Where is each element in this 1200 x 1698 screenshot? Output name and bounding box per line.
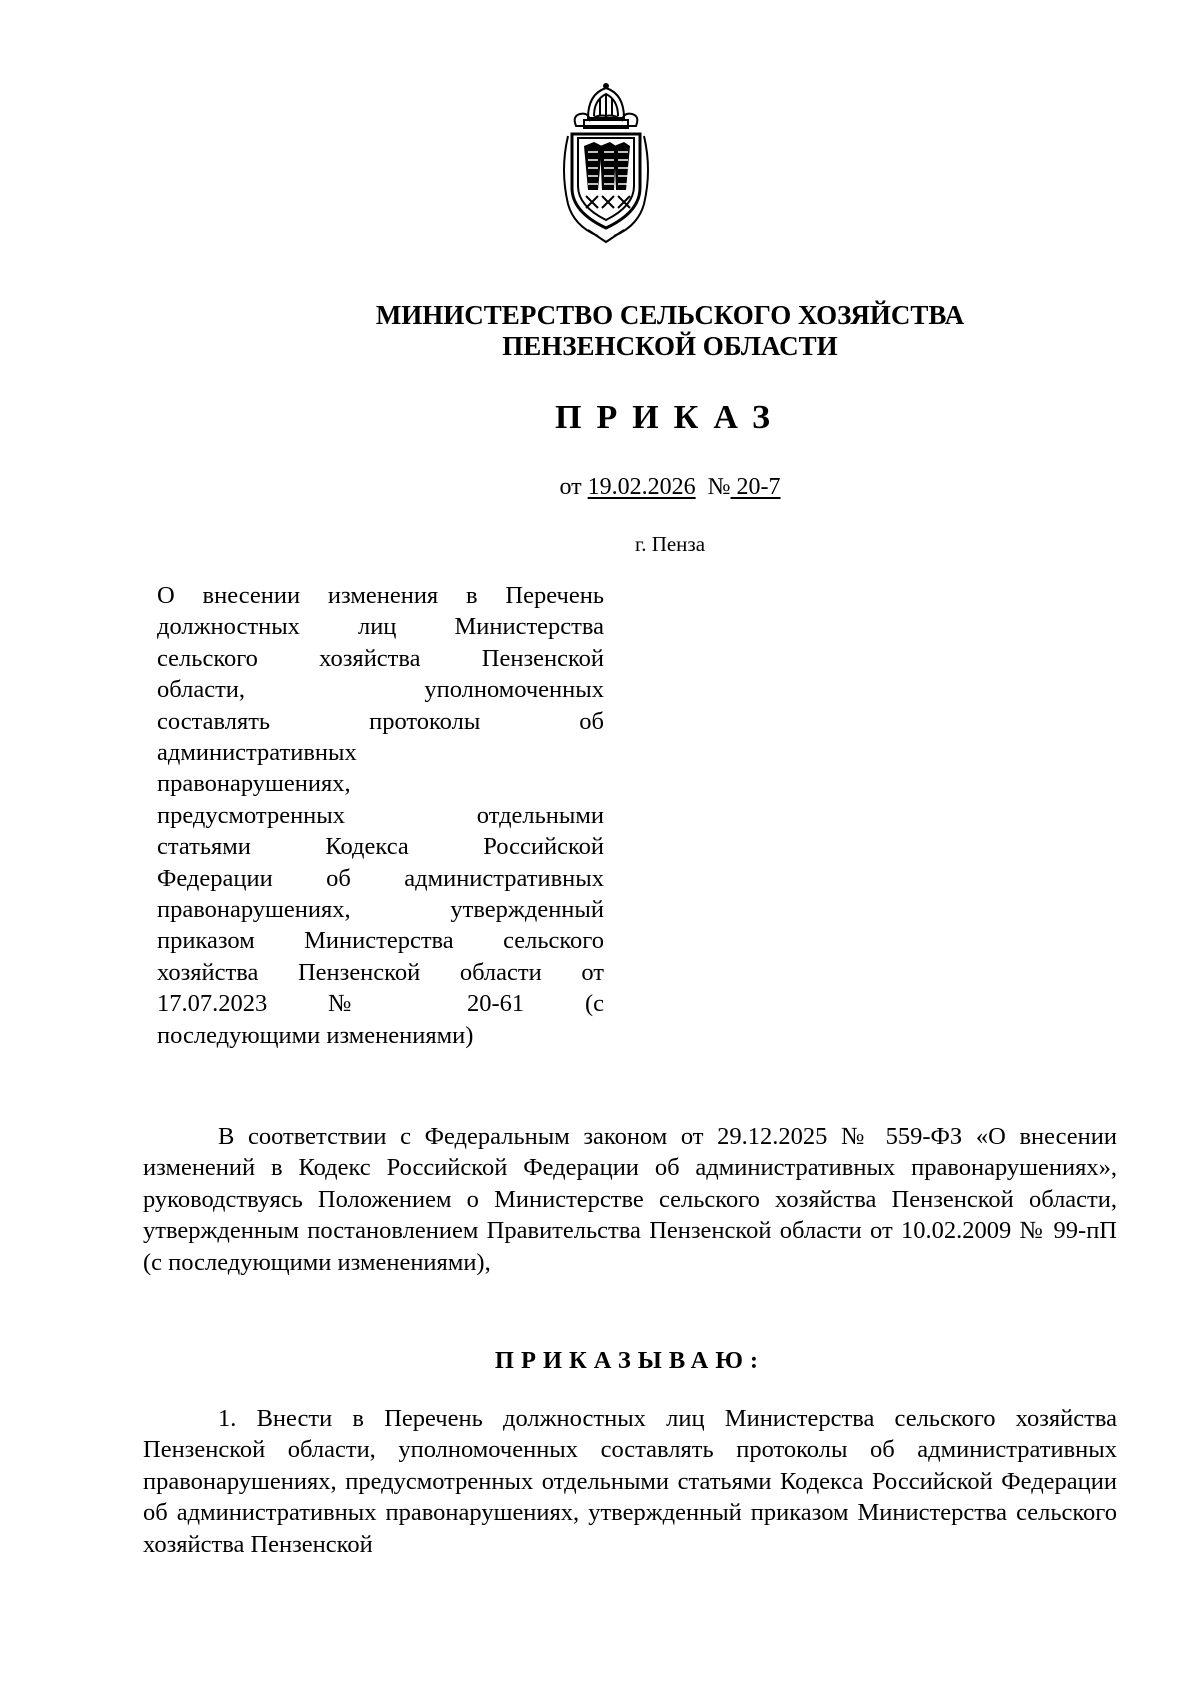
subject-line: составлять протоколы об [157, 707, 604, 735]
ministry-name-line1: МИНИСТЕРСТВО СЕЛЬСКОГО ХОЗЯЙСТВА [375, 300, 965, 330]
coat-of-arms-icon [558, 80, 654, 248]
number-prefix: № [707, 474, 731, 500]
preamble-paragraph: В соответствии с Федеральным законом от 29.12.2025 № 559-ФЗ «О внесении изменений в Кодекс Российской Федерации об административных правонарушениях», руководствуясь Положением о Министерстве сельского хозяйства Пензенской области, утвержденным постановлением Правительства Пензенской области от 10.02.2009 № 99-пП (с последующими изменениями), [143, 1123, 1117, 1276]
subject-line: области, уполномоченных [157, 676, 604, 704]
subject-line: административных [157, 739, 357, 767]
subject-line: предусмотренных отдельными [157, 801, 604, 829]
subject-line: правонарушениях, утвержденный [157, 896, 604, 924]
ministry-name [300, 300, 1040, 362]
subject-line: правонарушениях, [157, 770, 351, 798]
document-number: 20-7 [736, 474, 781, 500]
subject-line: Федерации об административных [157, 864, 604, 892]
subject-block [157, 580, 604, 1051]
subject-line: приказом Министерства сельского [157, 927, 604, 955]
subject-line: статьями Кодекса Российской [157, 833, 604, 861]
document-date: 19.02.2026 [587, 474, 696, 500]
subject-line: должностных лиц Министерства [157, 613, 604, 641]
city: г. Пенза [634, 532, 706, 556]
orders-heading: ПРИКАЗЫВАЮ: [494, 1347, 766, 1374]
order-item-1: 1. Внести в Перечень должностных лиц Министерства сельского хозяйства Пензенской области, уполномоченных составлять протоколы об административных правонарушениях, предусмотренных отдельными статьями Кодекса Российской Федерации об административных правонарушениях, утвержденный приказом Министерства сельского хозяйства Пензенской [143, 1405, 1117, 1558]
document-type: ПРИКАЗ [555, 399, 785, 436]
date-prefix: от [559, 474, 582, 500]
ministry-name-line2: ПЕНЗЕНСКОЙ ОБЛАСТИ [502, 331, 838, 361]
subject-line: последующими изменениями) [157, 1021, 474, 1049]
subject-line: 17.07.2023 № 20-61 (с [157, 990, 604, 1018]
subject-line: хозяйства Пензенской области от [157, 958, 604, 986]
date-number-line [0, 473, 1200, 501]
subject-line: сельского хозяйства Пензенской [157, 644, 604, 672]
subject-line: О внесении изменения в Перечень [157, 582, 604, 609]
